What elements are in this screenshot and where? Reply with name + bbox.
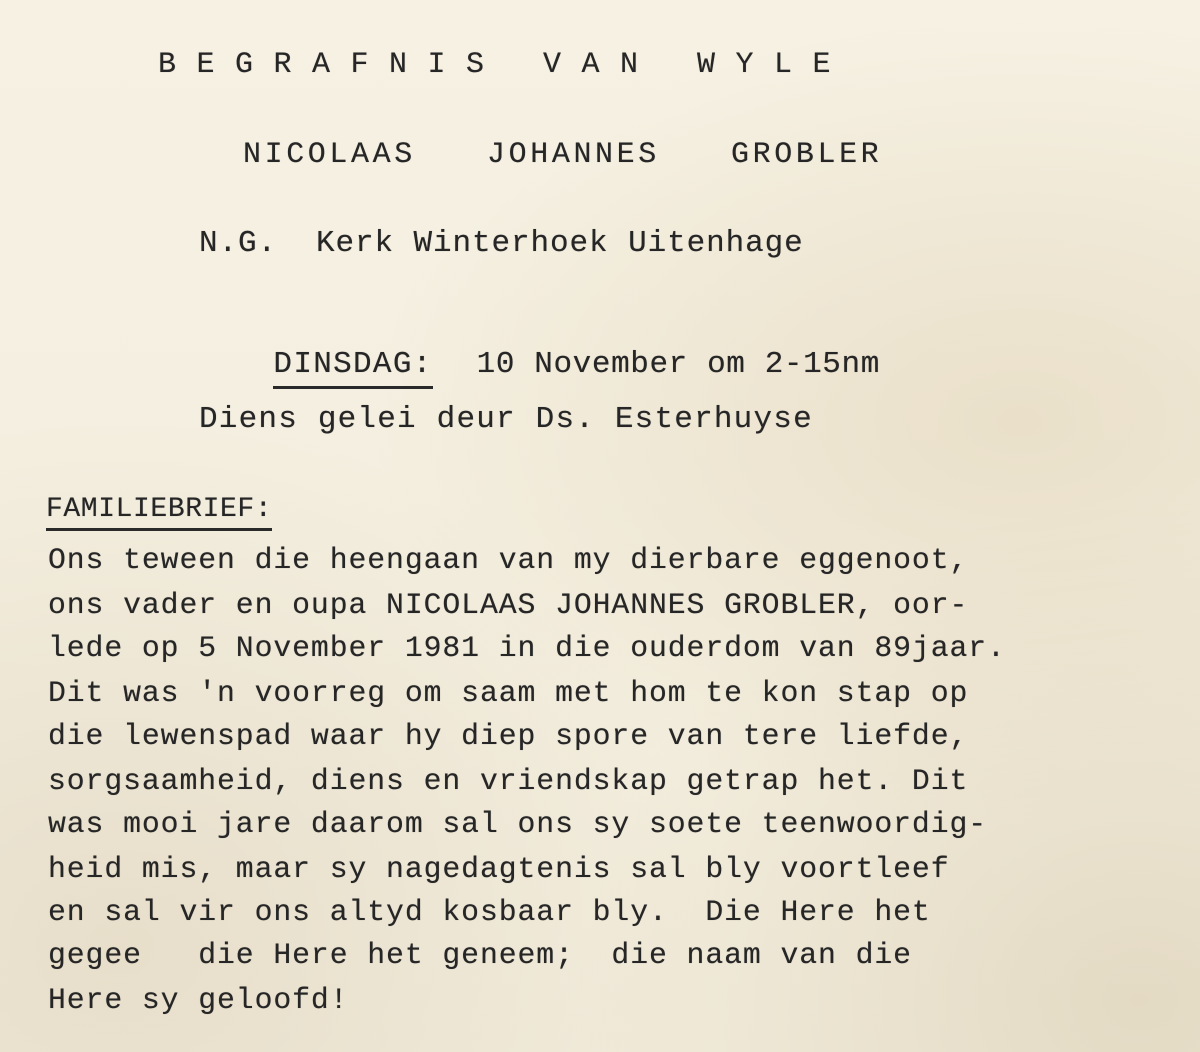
date-value: 10 November om 2-15nm: [476, 347, 880, 382]
deceased-name: NICOLAAS JOHANNES GROBLER: [243, 138, 883, 172]
letter-line: die lewenspad waar hy diep spore van tere liefde,: [48, 719, 969, 753]
date-label: DINSDAG:: [273, 347, 432, 389]
letter-line: sorgsaamheid, diens en vriendskap getrap het. Dit: [48, 764, 969, 798]
letter-line: heid mis, maar sy nagedagtenis sal bly voortleef: [48, 852, 950, 886]
letter-line: lede op 5 November 1981 in die ouderdom van 89jaar.: [48, 631, 1006, 665]
letter-line: Dit was 'n voorreg om saam met hom te kon stap op: [48, 676, 969, 710]
letter-heading: FAMILIEBRIEF:: [46, 494, 272, 531]
letter-line: ons vader en oupa NICOLAAS JOHANNES GROBLER, oor-: [48, 588, 969, 622]
service-leader: Diens gelei deur Ds. Esterhuyse: [199, 402, 813, 437]
letter-line: Ons teween die heengaan van my dierbare eggenoot,: [48, 543, 969, 577]
letter-line: Here sy geloofd!: [48, 983, 349, 1017]
letter-line: was mooi jare daarom sal ons sy soete teenwoordig-: [48, 807, 988, 841]
letter-line: gegee die Here het geneem; die naam van die: [48, 938, 912, 972]
church-location: N.G. Kerk Winterhoek Uitenhage: [199, 226, 804, 261]
notice-title: BEGRAFNIS VAN WYLE: [158, 48, 852, 82]
letter-line: en sal vir ons altyd kosbaar bly. Die Here het: [48, 895, 931, 929]
